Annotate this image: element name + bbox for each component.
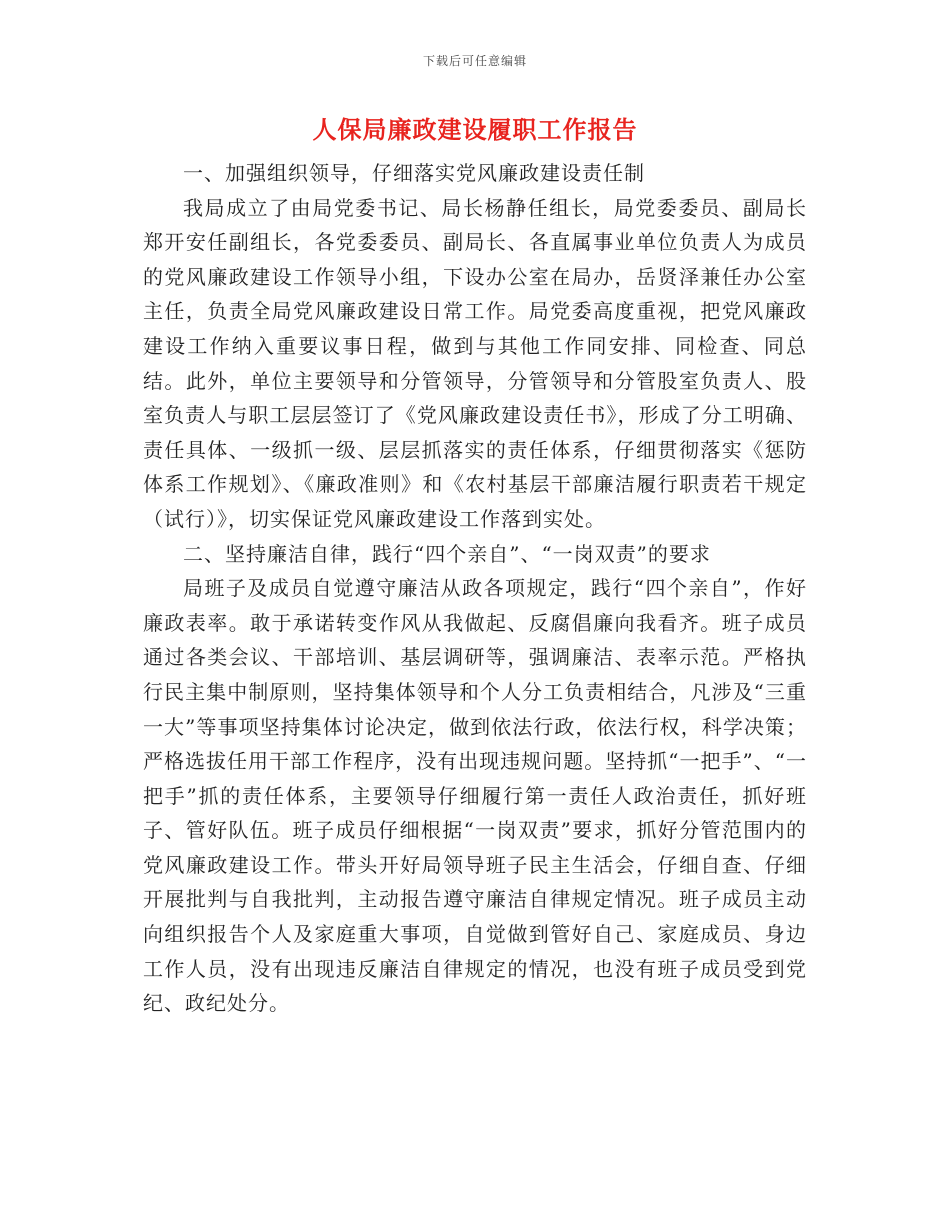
section-1-paragraph: 我局成立了由局党委书记、局长杨静任组长，局党委委员、副局长郑开安任副组长，各党委委员、副局长、各直属事业单位负责人为成员的党风廉政建设工作领导小组，下设办公室在局办，岳贤泽兼任办公室主任，负责全局党风廉政建设日常工作。局党委高度重视，把党风廉政建设工作纳入重要议事日程，做到与其他工作同安排、同检查、同总结。此外，单位主要领导和分管领导，分管领导和分管股室负责人、股室负责人与职工层层签订了《党风廉政建设责任书》，形成了分工明确、责任具体、一级抓一级、层层抓落实的责任体系，仔细贯彻落实《惩防体系工作规划》、《廉政准则》和《农村基层干部廉洁履行职责若干规定（试行）》，切实保证党风廉政建设工作落到实处。 bbox=[143, 195, 807, 531]
document-title: 人保局廉政建设履职工作报告 bbox=[312, 115, 638, 144]
section-2-heading: 二、坚持廉洁自律，践行“四个亲自”、“一岗双责”的要求 bbox=[183, 541, 711, 566]
section-1-heading: 一、加强组织领导，仔细落实党风廉政建设责任制 bbox=[183, 161, 645, 185]
document-body bbox=[143, 156, 807, 1021]
page-header-note: 下载后可任意编辑 bbox=[422, 54, 527, 68]
section-2-paragraph: 局班子及成员自觉遵守廉洁从政各项规定，践行“四个亲自”，作好廉政表率。敢于承诺转变作风从我做起、反腐倡廉向我看齐。班子成员通过各类会议、干部培训、基层调研等，强调廉洁、表率示范。严格执行民主集中制原则，坚持集体领导和个人分工负责相结合，凡涉及“三重一大”等事项坚持集体讨论决定，做到依法行政，依法行权，科学决策；严格选拔任用干部工作程序，没有出现违规问题。坚持抓“一把手”、“一把手”抓的责任体系，主要领导仔细履行第一责任人政治责任，抓好班子、管好队伍。班子成员仔细根据“一岗双责”要求，抓好分管范围内的党风廉政建设工作。带头开好局领导班子民主生活会，仔细自查、仔细开展批判与自我批判，主动报告遵守廉洁自律规定情况。班子成员主动向组织报告个人及家庭重大事项，自觉做到管好自己、家庭成员、身边工作人员，没有出现违反廉洁自律规定的情况，也没有班子成员受到党纪、政纪处分。 bbox=[143, 576, 807, 1016]
